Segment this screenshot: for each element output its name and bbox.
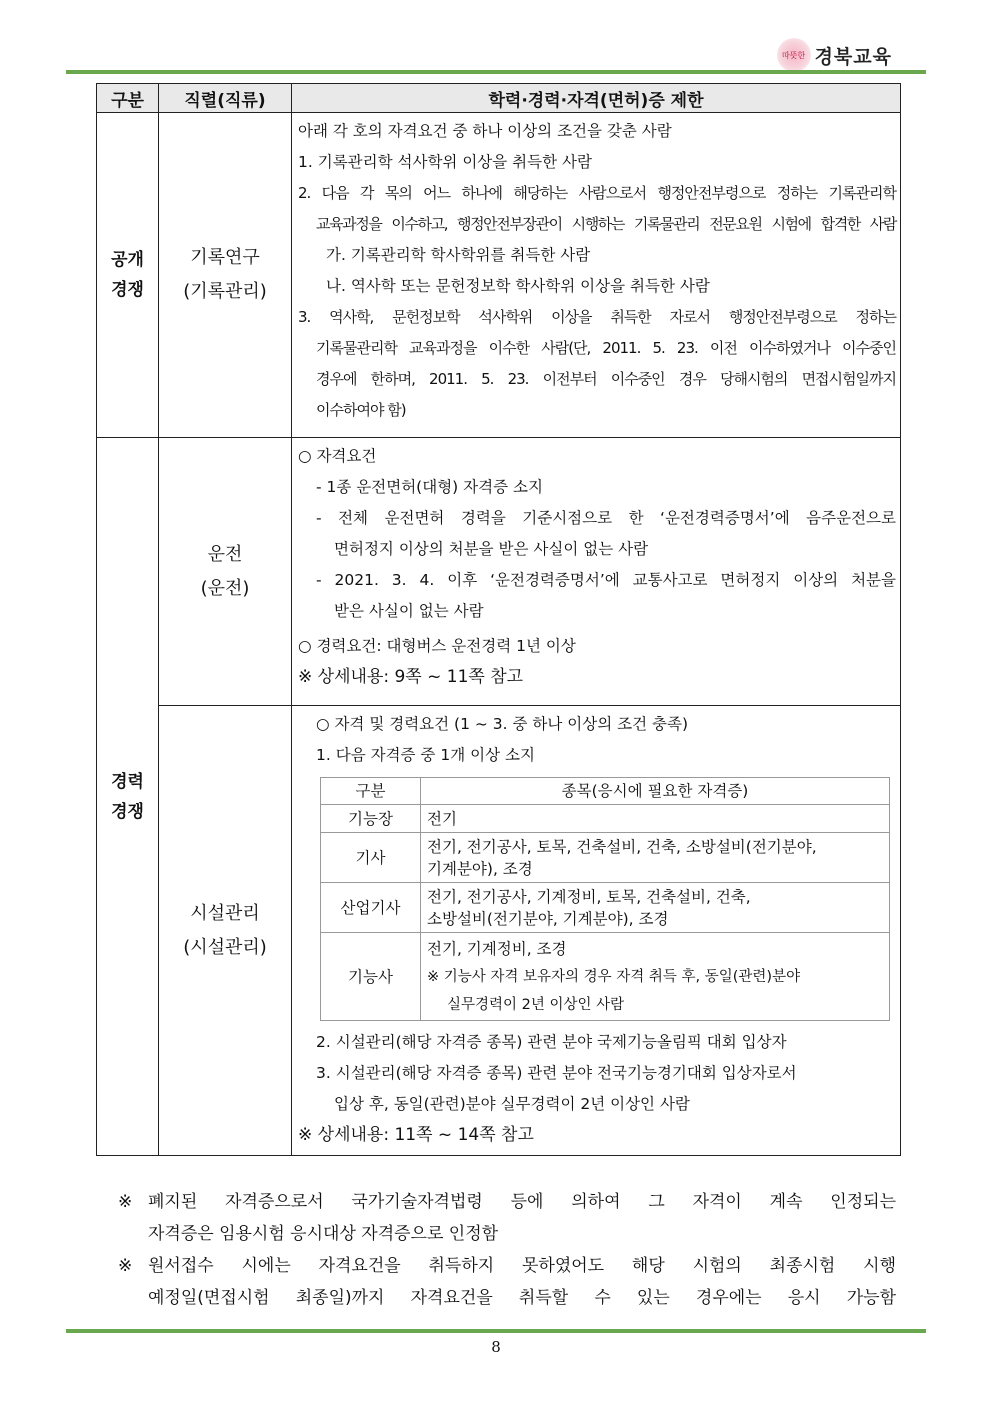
req-line: - 2021. 3. 4. 이후 ‘운전경력증명서’에 교통사고로 면허정지 이상의 처분을 [316, 571, 896, 589]
table-row-driving [97, 438, 901, 706]
footnote [118, 1186, 896, 1218]
table-row-open [97, 113, 901, 438]
cert-grade: 기사 [321, 833, 421, 883]
position-records [159, 113, 292, 438]
req-line: 가. 기록관리학 학사학위를 취득한 사람 [326, 246, 591, 264]
cert-grade: 기능사 [321, 933, 421, 1021]
req-line: 2. 시설관리(해당 자격증 종목) 관련 분야 국제기능올림픽 대회 입상자 [316, 1033, 787, 1051]
note-mark: ※ [118, 1256, 133, 1276]
req-line: 1. 기록관리학 석사학위 이상을 취득한 사람 [298, 153, 592, 171]
req-line: 이수하여야 함) [316, 401, 406, 419]
qualification-table [96, 83, 901, 1156]
req-line: ○ 자격요건 [298, 447, 377, 465]
header-category: 구분 [97, 84, 159, 113]
footnotes [118, 1186, 896, 1314]
position-facility-name: 시설관리 [190, 902, 260, 924]
cert-item-line: 전기, 기계정비, 조경 [427, 939, 567, 958]
category-career-line1: 경력 [111, 771, 144, 792]
table-row-facility [97, 706, 901, 1156]
requirements-driving [292, 438, 901, 706]
page-number: 8 [491, 1338, 501, 1356]
position-facility-sub: (시설관리) [183, 936, 267, 958]
logo-emblem [777, 38, 811, 72]
cert-item-line: 전기, 전기공사, 토목, 건축설비, 건축, 소방설비(전기분야, [427, 837, 817, 856]
category-open-line1: 공개 [111, 250, 144, 270]
cert-items [421, 933, 890, 1021]
req-line: 나. 역사학 또는 문헌정보학 학사학위 이상을 취득한 사람 [326, 277, 710, 295]
cert-items [421, 833, 890, 883]
position-records-sub: (기록관리) [183, 281, 267, 302]
cert-item-line: 기계분야), 조경 [427, 859, 533, 878]
logo-small-text: 따뜻한 [781, 50, 806, 60]
req-line: 면허정지 이상의 처분을 받은 사실이 없는 사람 [334, 540, 649, 558]
req-line: 아래 각 호의 자격요건 중 하나 이상의 조건을 갖춘 사람 [298, 122, 672, 140]
req-line: 기록물관리학 교육과정을 이수한 사람(단, 2011. 5. 23. 이전 이수하였거나 이수중인 [316, 339, 896, 357]
note-line: 자격증은 임용시험 응시대상 자격증으로 인정함 [148, 1224, 499, 1244]
req-line: ※ 상세내용: 9쪽 ~ 11쪽 참고 [298, 667, 524, 687]
req-line: - 전체 운전면허 경력을 기준시점으로 한 ‘운전경력증명서’에 음주운전으로 [316, 509, 896, 527]
cert-note-line: 실무경력이 2년 이상인 사람 [447, 996, 625, 1013]
category-open-line2: 경쟁 [111, 280, 144, 300]
note-line: 폐지된 자격증으로서 국가기술자격법령 등에 의하여 그 자격이 계속 인정되는 [148, 1192, 896, 1212]
req-line: 3. 시설관리(해당 자격증 종목) 관련 분야 전국기능경기대회 입상자로서 [316, 1064, 797, 1082]
footer-rule [66, 1329, 926, 1333]
cert-grade: 기능장 [321, 805, 421, 833]
cert-note-line: ※ 기능사 자격 보유자의 경우 자격 취득 후, 동일(관련)분야 [427, 968, 801, 985]
cert-header-items: 종목(응시에 필요한 자격증) [421, 778, 890, 805]
logo [777, 38, 892, 72]
cert-item-line: 전기, 전기공사, 기계정비, 토목, 건축설비, 건축, [427, 887, 751, 906]
req-line: 3. 역사학, 문헌정보학 석사학위 이상을 취득한 자로서 행정안전부령으로 정하는 [298, 308, 896, 326]
certificate-header-row [321, 778, 890, 805]
position-driving-name: 운전 [207, 543, 243, 565]
req-line: ○ 자격 및 경력요건 (1 ~ 3. 중 하나 이상의 조건 충족) [316, 715, 688, 733]
certificate-row [321, 833, 890, 883]
note-line: 원서접수 시에는 자격요건을 취득하지 못하였어도 해당 시험의 최종시험 시행 [148, 1256, 896, 1276]
req-line: 입상 후, 동일(관련)분야 실무경력이 2년 이상인 사람 [334, 1095, 690, 1113]
category-career [97, 438, 159, 1156]
req-line: - 1종 운전면허(대형) 자격증 소지 [316, 478, 543, 496]
req-line: 경우에 한하며, 2011. 5. 23. 이전부터 이수중인 경우 당해시험의 면접시험일까지 [316, 370, 896, 388]
req-line: 받은 사실이 없는 사람 [334, 602, 484, 620]
header-position: 직렬(직류) [159, 84, 292, 113]
cert-items: 전기 [421, 805, 890, 833]
req-line: 2. 다음 각 목의 어느 하나에 해당하는 사람으로서 행정안전부령으로 정하는 기록관리학 [298, 184, 896, 202]
certificate-row [321, 883, 890, 933]
certificate-row [321, 933, 890, 1021]
table-header-row [97, 84, 901, 113]
header-rule [66, 70, 926, 74]
footnote [118, 1250, 896, 1282]
header-requirements: 학력·경력·자격(면허)증 제한 [292, 84, 901, 113]
req-line: ※ 상세내용: 11쪽 ~ 14쪽 참고 [298, 1125, 534, 1145]
note-line: 예정일(면접시험 최종일)까지 자격요건을 취득할 수 있는 경우에는 응시 가능함 [148, 1288, 896, 1308]
cert-item-line: 소방설비(전기분야, 기계분야), 조경 [427, 909, 669, 928]
req-line: 1. 다음 자격증 중 1개 이상 소지 [316, 746, 535, 764]
certificate-table [320, 777, 890, 1021]
cert-header-grade: 구분 [321, 778, 421, 805]
category-open [97, 113, 159, 438]
position-records-name: 기록연구 [190, 247, 260, 268]
category-career-line2: 경쟁 [111, 801, 144, 822]
cert-items [421, 883, 890, 933]
position-driving-sub: (운전) [200, 577, 250, 599]
position-facility [159, 706, 292, 1156]
note-mark: ※ [118, 1192, 133, 1212]
position-driving [159, 438, 292, 706]
cert-grade: 산업기사 [321, 883, 421, 933]
logo-text: 경북교육 [814, 45, 892, 68]
req-line: ○ 경력요건: 대형버스 운전경력 1년 이상 [298, 637, 576, 655]
requirements-records [292, 113, 901, 438]
req-line: 교육과정을 이수하고, 행정안전부장관이 시행하는 기록물관리 전문요원 시험에 합격한 사람 [316, 215, 896, 233]
certificate-row [321, 805, 890, 833]
requirements-facility [292, 706, 901, 1156]
